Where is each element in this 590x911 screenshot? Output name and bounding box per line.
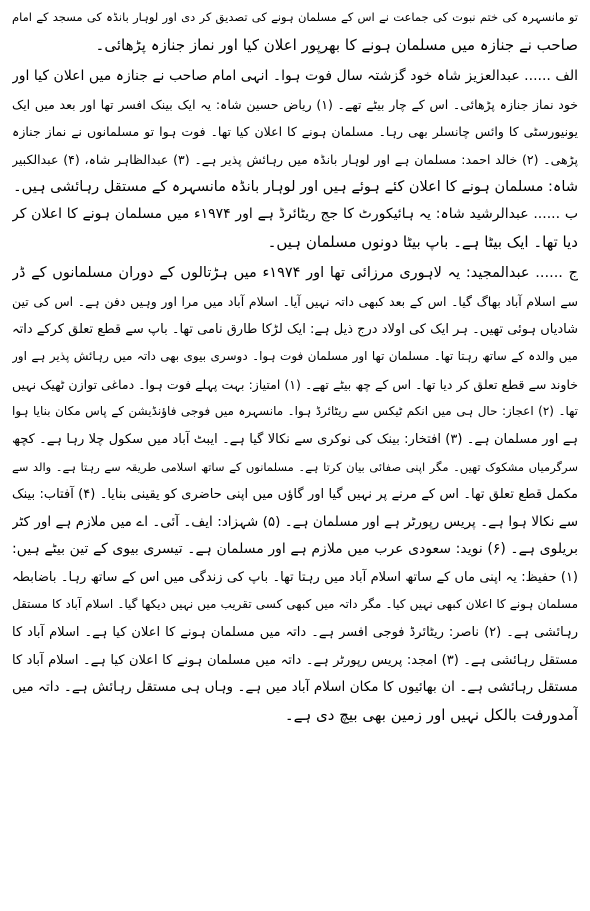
text-line: رہائشی ہے۔ (۲) ناصر: ریٹائرڈ فوجی افسر ہے۔ داتہ میں مسلمان ہونے کا اعلان کیا ہے۔ اسلام آباد کا [12, 625, 578, 641]
text-line: تھا۔ (۲) اعجاز: حال ہی میں انکم ٹیکس سے ریٹائرڈ ہوا۔ مانسہرہ میں فوجی فاؤنڈیشن کے پاس مکان بنایا ہوا [12, 404, 578, 419]
text-line: صاحب نے جنازہ میں مسلمان ہونے کا بھرپور اعلان کیا اور نماز جنازہ پڑھائی۔ [95, 35, 578, 54]
text-line: میں والدہ کے ساتھ رہتا تھا۔ مسلمان تھا اور مسلمان فوت ہوا۔ دوسری بیوی بھی داتہ میں رہائش پذیر ہے اور [12, 349, 578, 364]
text-line: سے اسلام آباد بھاگ گیا۔ اس کے بعد کبھی داتہ نہیں آیا۔ اسلام آباد میں مرا اور وہیں دفن ہے۔ اس کی تین [12, 293, 578, 309]
text-line: ہے اور مسلمان ہے۔ (۳) افتخار: بینک کی نوکری سے نکالا گیا ہے۔ ایبٹ آباد میں سکول چلا رہا ہے۔ کچھ [12, 431, 578, 447]
paragraph-jeem [12, 260, 578, 729]
text-line: سے نکالا ہوا ہے۔ پریس رپورٹر ہے اور مسلمان ہے۔ (۵) شہزاد: ایف۔ آئی۔ اے میں ملازم ہے اور کٹر [12, 513, 578, 530]
paragraph-intro [12, 4, 578, 59]
text-line: شادیاں ہوئی تھیں۔ ہر ایک کی اولاد درج ذیل ہے: ایک لڑکا طارق نامی تھا۔ باپ سے قطع تعلق کرکے داتہ [12, 321, 578, 337]
text-line: ب ...... عبدالرشید شاہ: یہ ہائیکورٹ کا جج ریٹائرڈ ہے اور ۱۹۷۴ء میں مسلمان ہونے کا اعلان کر [12, 206, 578, 223]
text-line: الف ...... عبدالعزیز شاہ خود گزشتہ سال فوت ہوا۔ انہی امام صاحب نے جنازہ میں اعلان کیا اور [12, 68, 578, 85]
paragraph-bay [12, 201, 578, 256]
text-line: تو مانسہرہ کی ختم نبوت کی جماعت نے اس کے مسلمان ہونے کی تصدیق کر دی اور لوہار بانڈہ کی مسجد کے امام [12, 10, 578, 24]
text-line: یونیورسٹی کا وائس چانسلر بھی رہا۔ مسلمان ہونے کا اعلان کیا تھا۔ فوت ہوا تو مسلمانوں نے نماز جنازہ [12, 124, 578, 140]
text-line: شاہ: مسلمان ہونے کا اعلان کئے ہوئے ہیں اور لوہار بانڈہ مانسہرہ کے مستقل رہائشی ہیں۔ [13, 178, 578, 195]
text-line: آمدورفت بالکل نہیں اور زمین بھی بیچ دی ہے۔ [284, 705, 578, 724]
text-line: مکمل قطع تعلق تھا۔ اس کے مرنے پر نہیں گیا اور گاؤں میں اپنی حاضری کو یقینی بنایا۔ (۴) آفتاب: بینک [12, 487, 578, 503]
text-line: مسلمان ہونے کا اعلان کبھی نہیں کیا۔ مگر داتہ میں کبھی کسی تقریب میں نہیں دیکھا گیا۔ اسلام آباد کا مستقل [12, 597, 578, 612]
text-line: بریلوی ہے۔ (۶) نوید: سعودی عرب میں ملازم ہے اور مسلمان ہے۔ تیسری بیوی کے تین بیٹے ہیں: [12, 541, 578, 558]
paragraph-alif [12, 63, 578, 201]
text-line: دیا تھا۔ ایک بیٹا ہے۔ باپ بیٹا دونوں مسلمان ہیں۔ [267, 232, 578, 251]
text-line: خاوند سے قطع تعلق کر دیا تھا۔ اس کے چھ بیٹے تھے۔ (۱) امتیاز: بہت پہلے فوت ہوا۔ دماغی توازن ٹھیک نہیں [12, 376, 578, 392]
text-line: سرگرمیاں مشکوک تھیں۔ مگر اپنی صفائی بیان کرتا ہے۔ مسلمانوں کے ساتھ اسلامی طریقہ سے رہتا ہے۔ والد سے [12, 459, 578, 474]
text-line: (۱) حفیظ: یہ اپنی ماں کے ساتھ اسلام آباد میں رہتا تھا۔ باپ کی زندگی میں اس کے ساتھ رہا۔ باضابطہ [12, 569, 578, 585]
text-line: پڑھی۔ (۲) خالد احمد: مسلمان ہے اور لوہار بانڈہ میں رہائش پذیر ہے۔ (۳) عبدالظاہر شاہ، (۴) عبدالکبیر [12, 151, 578, 167]
text-line: خود نماز جنازہ پڑھائی۔ اس کے چار بیٹے تھے۔ (۱) ریاض حسین شاہ: یہ ایک بینک افسر تھا اور بعد میں ایک [12, 96, 578, 112]
text-line: مستقل رہائشی ہے۔ ان بھائیوں کا مکان اسلام آباد میں ہے۔ وہاں ہی مستقل رہائش ہے۔ داتہ میں [12, 679, 578, 696]
text-line: ج ...... عبدالمجید: یہ لاہوری مرزائی تھا اور ۱۹۷۴ء میں ہڑتالوں کے دوران مسلمانوں کے ڈر [12, 265, 578, 282]
text-line: مستقل رہائشی ہے۔ (۳) امجد: پریس رپورٹر ہے۔ داتہ میں مسلمان ہونے کا اعلان کیا ہے۔ اسلام آباد کا [12, 652, 578, 668]
